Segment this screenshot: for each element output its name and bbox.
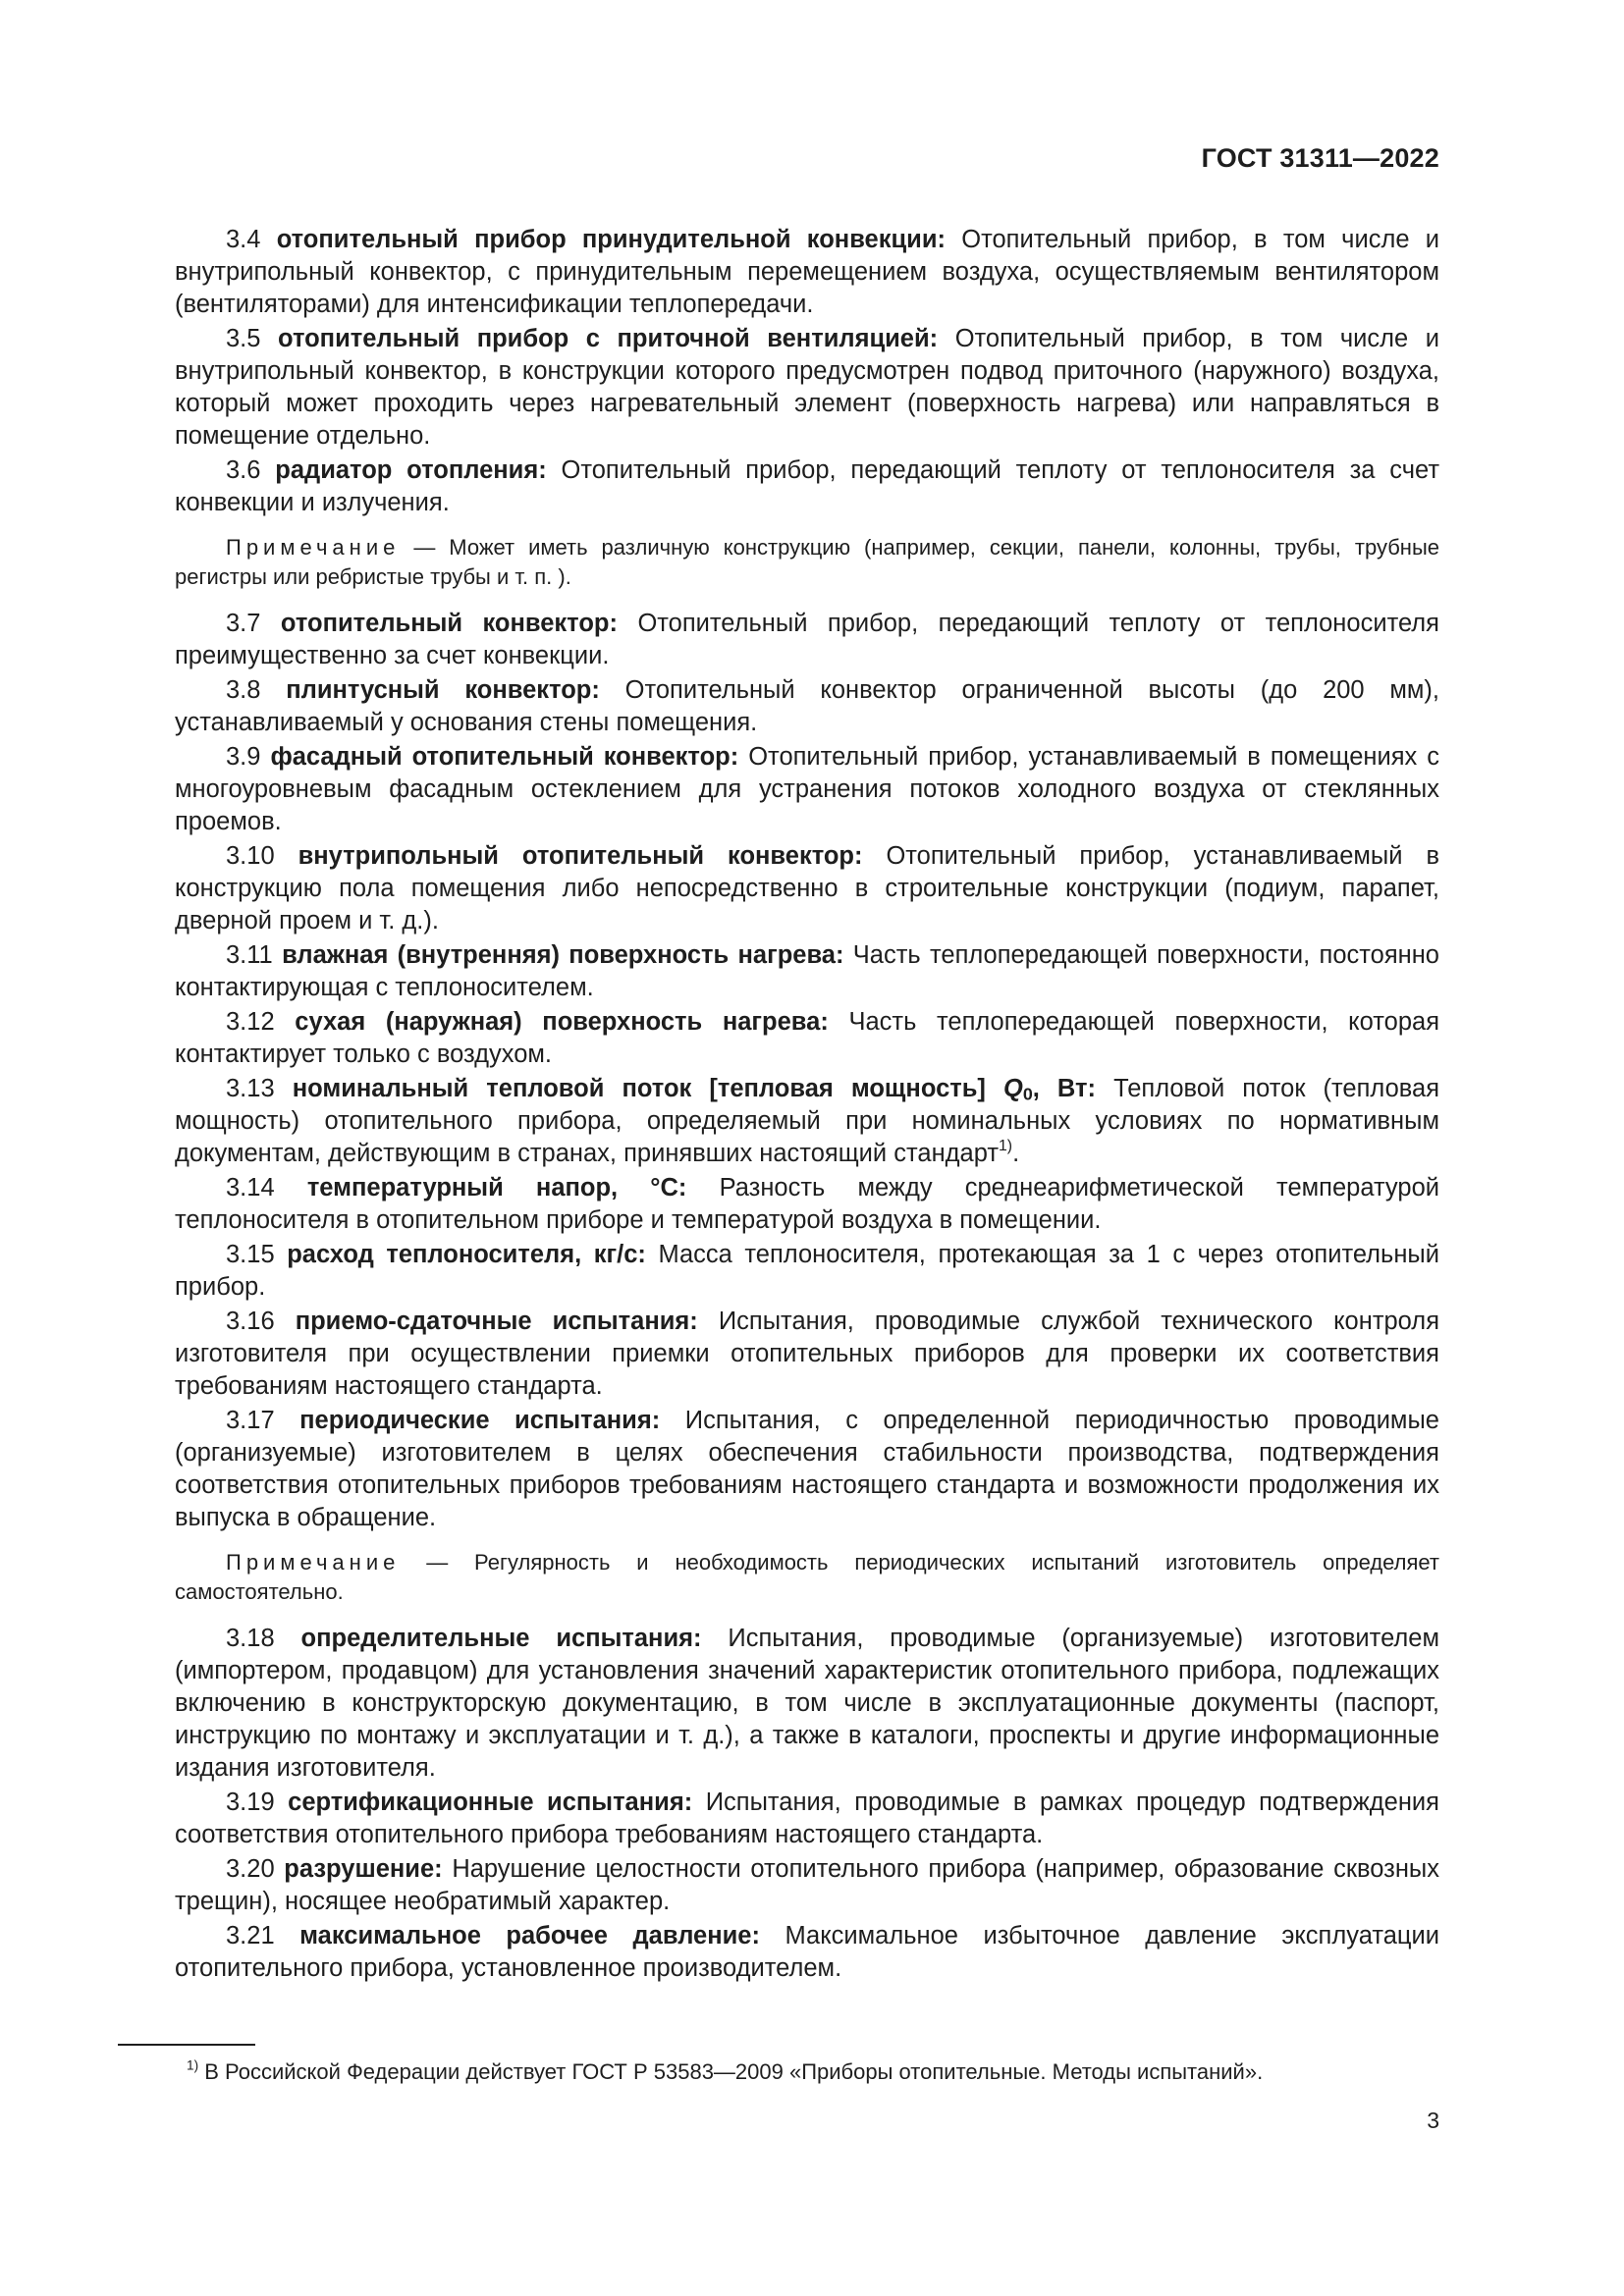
term-definition-end: . xyxy=(1012,1140,1020,1167)
term-number: 3.7 xyxy=(226,610,261,637)
term-3-21 xyxy=(175,1920,1439,1985)
note-label: Примечание xyxy=(226,535,401,560)
term-name: температурный напор, °С: xyxy=(306,1174,687,1201)
term-name: расход теплоносителя, кг/с: xyxy=(287,1241,646,1268)
term-number: 3.14 xyxy=(226,1174,275,1201)
term-name: разрушение: xyxy=(284,1855,443,1883)
note-text: — Может иметь различную конструкцию (например, секции, панели, колонны, трубы, трубные регистры или ребристые трубы и т. п. ). xyxy=(175,535,1439,589)
term-name: периодические испытания: xyxy=(299,1407,661,1434)
term-3-4 xyxy=(175,224,1439,321)
term-3-6 xyxy=(175,454,1439,519)
footnote-divider xyxy=(118,2044,255,2046)
note-3-17 xyxy=(175,1548,1439,1607)
note-label: Примечание xyxy=(226,1550,401,1575)
symbol-subscript: 0 xyxy=(1022,1084,1033,1104)
term-definition: Отопительный конвектор ограниченной высоты (до 200 мм), устанавливаемый у основания стены помещения. xyxy=(175,676,1440,736)
term-number: 3.11 xyxy=(226,941,273,969)
term-number: 3.6 xyxy=(226,456,261,484)
term-name: максимальное рабочее давление: xyxy=(299,1922,760,1949)
term-definition: Часть теплопередающей поверхности, постоянно контактирующая с теплоносителем. xyxy=(175,941,1439,1001)
term-3-14 xyxy=(175,1172,1439,1237)
term-3-13 xyxy=(175,1073,1439,1170)
term-3-8 xyxy=(175,674,1439,739)
terms-content xyxy=(175,224,1439,1987)
term-number: 3.8 xyxy=(226,676,261,704)
term-definition: Часть теплопередающей поверхности, которая контактирует только с воздухом. xyxy=(175,1008,1439,1068)
term-3-20 xyxy=(175,1853,1439,1918)
term-number: 3.5 xyxy=(226,325,261,352)
term-name: определительные испытания: xyxy=(300,1625,702,1652)
term-3-19 xyxy=(175,1787,1439,1851)
term-number: 3.4 xyxy=(226,226,261,253)
note-3-6 xyxy=(175,533,1439,592)
term-definition: Испытания, проводимые в рамках процедур подтверждения соответствия отопительного прибора требованиям настоящего стандарта. xyxy=(175,1789,1439,1848)
term-definition: Отопительный прибор, устанавливаемый в помещениях с многоуровневым фасадным остеклением для устранения потоков холодного воздуха от стеклянных проемов. xyxy=(175,743,1440,835)
term-name: сертификационные испытания: xyxy=(288,1789,693,1816)
footnote-ref: 1) xyxy=(999,1137,1013,1154)
note-text: — Регулярность и необходимость периодических испытаний изготовитель определяет самостоятельно. xyxy=(175,1550,1439,1604)
term-number: 3.21 xyxy=(226,1922,275,1949)
term-definition: Испытания, проводимые (организуемые) изготовителем (импортером, продавцом) для установления значений характеристик отопительного прибора, подлежащих включению в конструкторскую документацию, в том числе в эксплуатационные документы (паспорт, инструкцию по монтажу и эксплуатации и т. д.), а также в каталоги, проспекты и другие информационные издания изготовителя. xyxy=(175,1625,1439,1782)
term-name xyxy=(293,1075,1096,1102)
term-3-5 xyxy=(175,323,1439,453)
term-number: 3.16 xyxy=(226,1308,275,1335)
symbol-q: Q xyxy=(1003,1075,1023,1102)
term-number: 3.9 xyxy=(226,743,261,771)
term-name: плинтусный конвектор: xyxy=(286,676,600,704)
term-number: 3.18 xyxy=(226,1625,275,1652)
term-name: отопительный прибор принудительной конвекции: xyxy=(276,226,947,253)
term-definition: Масса теплоносителя, протекающая за 1 с через отопительный прибор. xyxy=(175,1241,1439,1301)
footnote-mark: 1) xyxy=(187,2057,199,2073)
term-definition: Нарушение целостности отопительного прибора (например, образование сквозных трещин), носящее необратимый характер. xyxy=(175,1855,1439,1915)
term-number: 3.17 xyxy=(226,1407,275,1434)
term-3-15 xyxy=(175,1239,1439,1304)
term-definition: Отопительный прибор, передающий теплоту от теплоносителя за счет конвекции и излучения. xyxy=(175,456,1439,516)
term-definition: Испытания, проводимые службой технического контроля изготовителя при осуществлении приемки отопительных приборов для проверки их соответствия требованиям настоящего стандарта. xyxy=(175,1308,1439,1400)
term-name: приемо-сдаточные испытания: xyxy=(295,1308,698,1335)
document-header: ГОСТ 31311—2022 xyxy=(1201,143,1439,173)
term-name-part: номинальный тепловой поток [тепловая мощность] xyxy=(292,1075,986,1102)
term-name: радиатор отопления: xyxy=(275,456,547,484)
term-number: 3.13 xyxy=(226,1075,275,1102)
term-name: сухая (наружная) поверхность нагрева: xyxy=(295,1008,829,1036)
term-3-16 xyxy=(175,1306,1439,1403)
term-number: 3.10 xyxy=(226,842,275,870)
term-unit: , Вт: xyxy=(1032,1075,1096,1102)
term-definition: Отопительный прибор, в том числе и внутрипольный конвектор, с принудительным перемещением воздуха, осуществляемым вентилятором (вентиляторами) для интенсификации теплопередачи. xyxy=(175,226,1439,318)
page-number: 3 xyxy=(1427,2108,1439,2133)
term-number: 3.19 xyxy=(226,1789,275,1816)
term-name: отопительный конвектор: xyxy=(280,610,618,637)
term-name: внутрипольный отопительный конвектор: xyxy=(298,842,863,870)
term-3-10 xyxy=(175,840,1439,937)
term-definition: Отопительный прибор, передающий теплоту от теплоносителя преимущественно за счет конвекции. xyxy=(175,610,1439,669)
term-name: отопительный прибор с приточной вентиляцией: xyxy=(278,325,939,352)
term-3-7 xyxy=(175,608,1439,672)
term-3-18 xyxy=(175,1623,1439,1785)
term-definition: Тепловой поток (тепловая мощность) отопительного прибора, определяемый при номинальных условиях по нормативным документам, действующим в странах, принявших настоящий стандарт xyxy=(175,1075,1440,1167)
footnote-text: В Российской Федерации действует ГОСТ Р 53583—2009 «Приборы отопительные. Методы испытаний». xyxy=(204,2059,1264,2084)
term-3-12 xyxy=(175,1006,1439,1071)
term-name: влажная (внутренняя) поверхность нагрева: xyxy=(282,941,844,969)
term-number: 3.20 xyxy=(226,1855,275,1883)
term-definition: Отопительный прибор, устанавливаемый в конструкцию пола помещения либо непосредственно в строительные конструкции (подиум, парапет, дверной проем и т. д.). xyxy=(175,842,1439,934)
footnote xyxy=(175,2057,1439,2087)
term-number: 3.15 xyxy=(226,1241,275,1268)
term-number: 3.12 xyxy=(226,1008,275,1036)
term-3-9 xyxy=(175,741,1439,838)
term-definition: Отопительный прибор, в том числе и внутрипольный конвектор, в конструкции которого предусмотрен подвод приточного (наружного) воздуха, который может проходить через нагревательный элемент (поверхность нагрева) или направляться в помещение отдельно. xyxy=(175,325,1439,450)
term-definition: Максимальное избыточное давление эксплуатации отопительного прибора, установленное производителем. xyxy=(175,1922,1439,1982)
term-name: фасадный отопительный конвектор: xyxy=(270,743,739,771)
term-definition: Разность между среднеарифметической температурой теплоносителя в отопительном приборе и температурой воздуха в помещении. xyxy=(175,1174,1439,1234)
term-3-17 xyxy=(175,1405,1439,1534)
term-definition: Испытания, с определенной периодичностью проводимые (организуемые) изготовителем в целях обеспечения стабильности производства, подтверждения соответствия отопительных приборов требованиям настоящего стандарта и возможности продолжения их выпуска в обращение. xyxy=(175,1407,1439,1531)
term-3-11 xyxy=(175,939,1439,1004)
